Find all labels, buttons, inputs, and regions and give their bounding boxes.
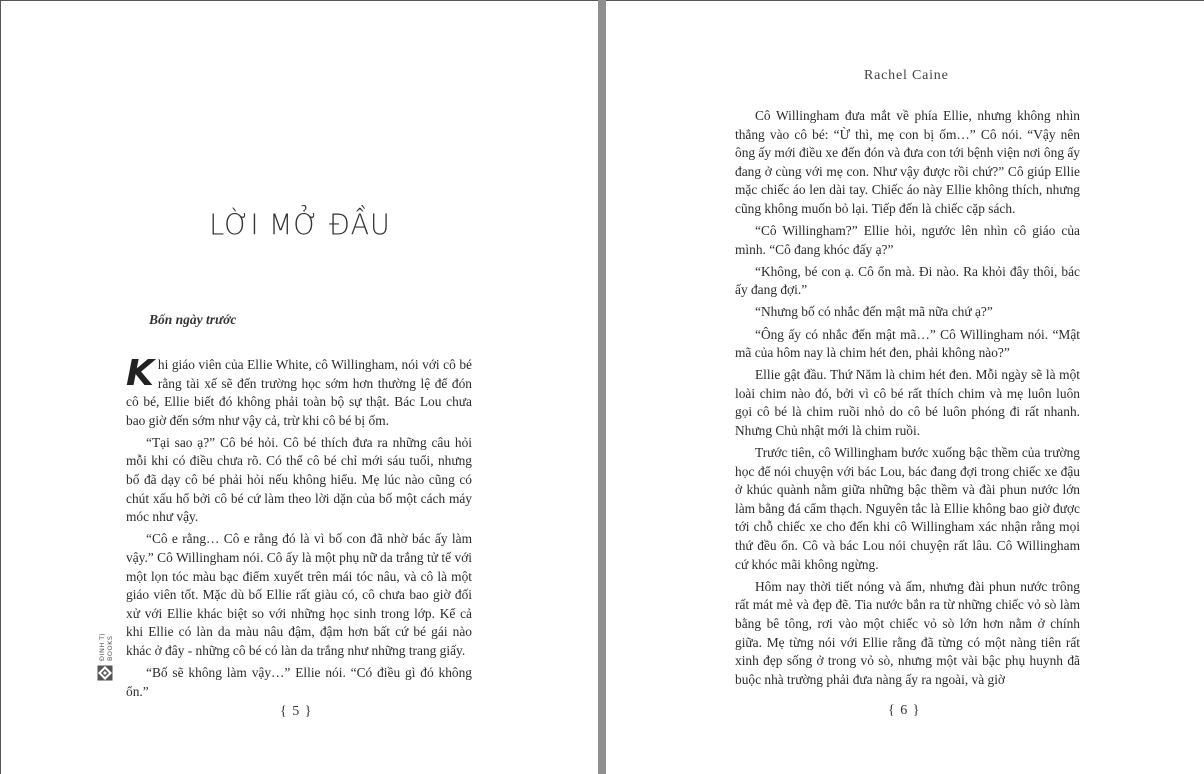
page-number: { 5 } — [280, 704, 313, 719]
running-header: Rachel Caine — [864, 68, 949, 83]
paragraph: “Tại sao ạ?” Cô bé hỏi. Cô bé thích đưa ra những câu hỏi mỗi khi có điều chưa rõ. Có thể cô bé chỉ mới sáu tuổi, nhưng bố đã dạy cô bé phải hỏi nếu không hiểu. Mẹ lúc nào cũng có chút xấu hổ bởi cô bé cứ làm theo lời dặn của bố một cách máy móc như vậy. — [126, 434, 472, 525]
page-number: { 6 } — [888, 703, 921, 718]
paragraph: Trước tiên, cô Willingham bước xuống bậc thềm của trường học để nói chuyện với bác Lou, bác đang đợi trong chiếc xe đậu ở khúc quành nằm giữa những bậc thềm và đài phun nước lớn làm bằng đá cẩm thạch. Nguyên tắc là Ellie không bao giờ được tới chỗ chiếc xe cho đến khi cô Willingham xác nhận rằng mọi thứ đều ổn. Cô và bác Lou nói chuyện rất lâu. Cô Willingham cứ khóc mãi không ngừng. — [735, 445, 1080, 572]
paragraph: “Ông ấy có nhắc đến mật mã…” Cô Willingham nói. “Mật mã của hôm nay là chim hét đen, phải không nào?” — [735, 326, 1080, 361]
paragraph: “Cô e rằng… Cô e rằng đó là vì bố con đã nhờ bác ấy làm vậy.” Cô Willingham nói. Cô ấy là một phụ nữ da trắng tử tế với một lọn tóc màu bạc điểm xuyết trên mái tóc nâu, và cô là một giáo viên tốt. Mặc dù bố Ellie rất giàu có, cô chưa bao giờ đối xử với Ellie khác biệt so với những học sinh trong lớp. Kể cả khi Ellie có làn da màu nâu đậm, đậm hơn bất cứ bé gái nào khác ở đây - những cô bé có làn da trắng như những trang giấy. — [126, 531, 472, 658]
paragraph: “Bố sẽ không làm vậy…” Ellie nói. “Có điều gì đó không ổn.” — [126, 665, 472, 699]
paragraph: “Cô Willingham?” Ellie hỏi, ngước lên nhìn cô giáo của mình. “Cô đang khóc đấy ạ?” — [735, 223, 1080, 257]
paragraph: Khi giáo viên của Ellie White, cô Willingham, nói với cô bé rằng tài xế sẽ đến trường học sớm hơn thường lệ để đón cô bé, Ellie biết đó không phải toàn bộ sự thật. Bác Lou chưa bao giờ đến sớm như vậy cả, trừ khi cô bé bị ốm. — [126, 353, 472, 428]
paragraph: Cô Willingham đưa mắt về phía Ellie, nhưng không nhìn thẳng vào cô bé: “Ừ thì, mẹ con bị ốm…” Cô nói. “Vậy nên ông ấy mới điều xe đến đón và đưa con tới bệnh viện nơi ông ấy đang ở cùng với mẹ con. Như vậy được rồi chứ?” Cô giúp Ellie mặc chiếc áo len dài tay. Chiếc áo này Ellie không thích, nhưng cũng không muốn bỏ lại. Tiếp đến là chiếc cặp sách. — [735, 108, 1080, 216]
publisher-name: ĐINH TỊ BOOKS — [98, 632, 114, 661]
paragraph: “Nhưng bố có nhắc đến mật mã nữa chứ ạ?” — [755, 304, 993, 320]
right-body-text — [735, 107, 1080, 693]
paragraph: Ellie gật đầu. Thứ Năm là chim hét đen. Mỗi ngày sẽ là một loài chim nào đó, bởi vì cô bé rất thích chim và mẹ luôn luôn gọi cô bé là chim ruồi nhỏ do cô bé luôn phóng đi rất nhanh. Nhưng Chủ nhật mới là chim ruồi. — [735, 367, 1080, 438]
page-gutter — [598, 0, 606, 774]
left-page — [0, 0, 598, 774]
chapter-subtitle: Bốn ngày trước — [149, 312, 237, 327]
paragraph: “Không, bé con ạ. Cô ổn mà. Đi nào. Ra khỏi đây thôi, bác ấy đang đợi.” — [735, 263, 1080, 298]
paragraph: Hôm nay thời tiết nóng và ấm, nhưng đài phun nước trông rất mát mẻ và đẹp đẽ. Tia nước bắn ra từ những chiếc vỏ sò làm bằng bê tông, rơi vào một chiếc vỏ sò lớn hơn nằm ở chính giữa. Mẹ từng nói với Ellie rằng đã từng có một nàng tiên rất xinh đẹp sống ở trong vỏ sò, nhưng một vài bậc phụ huynh đã buộc nhà trường phải đưa nàng ấy ra ngoài, và giờ — [735, 578, 1080, 687]
chapter-title: LỜI MỞ ĐẦU — [209, 209, 391, 242]
publisher-logo-icon — [97, 665, 113, 681]
drop-cap: K — [126, 353, 154, 394]
left-body-text — [126, 353, 472, 705]
